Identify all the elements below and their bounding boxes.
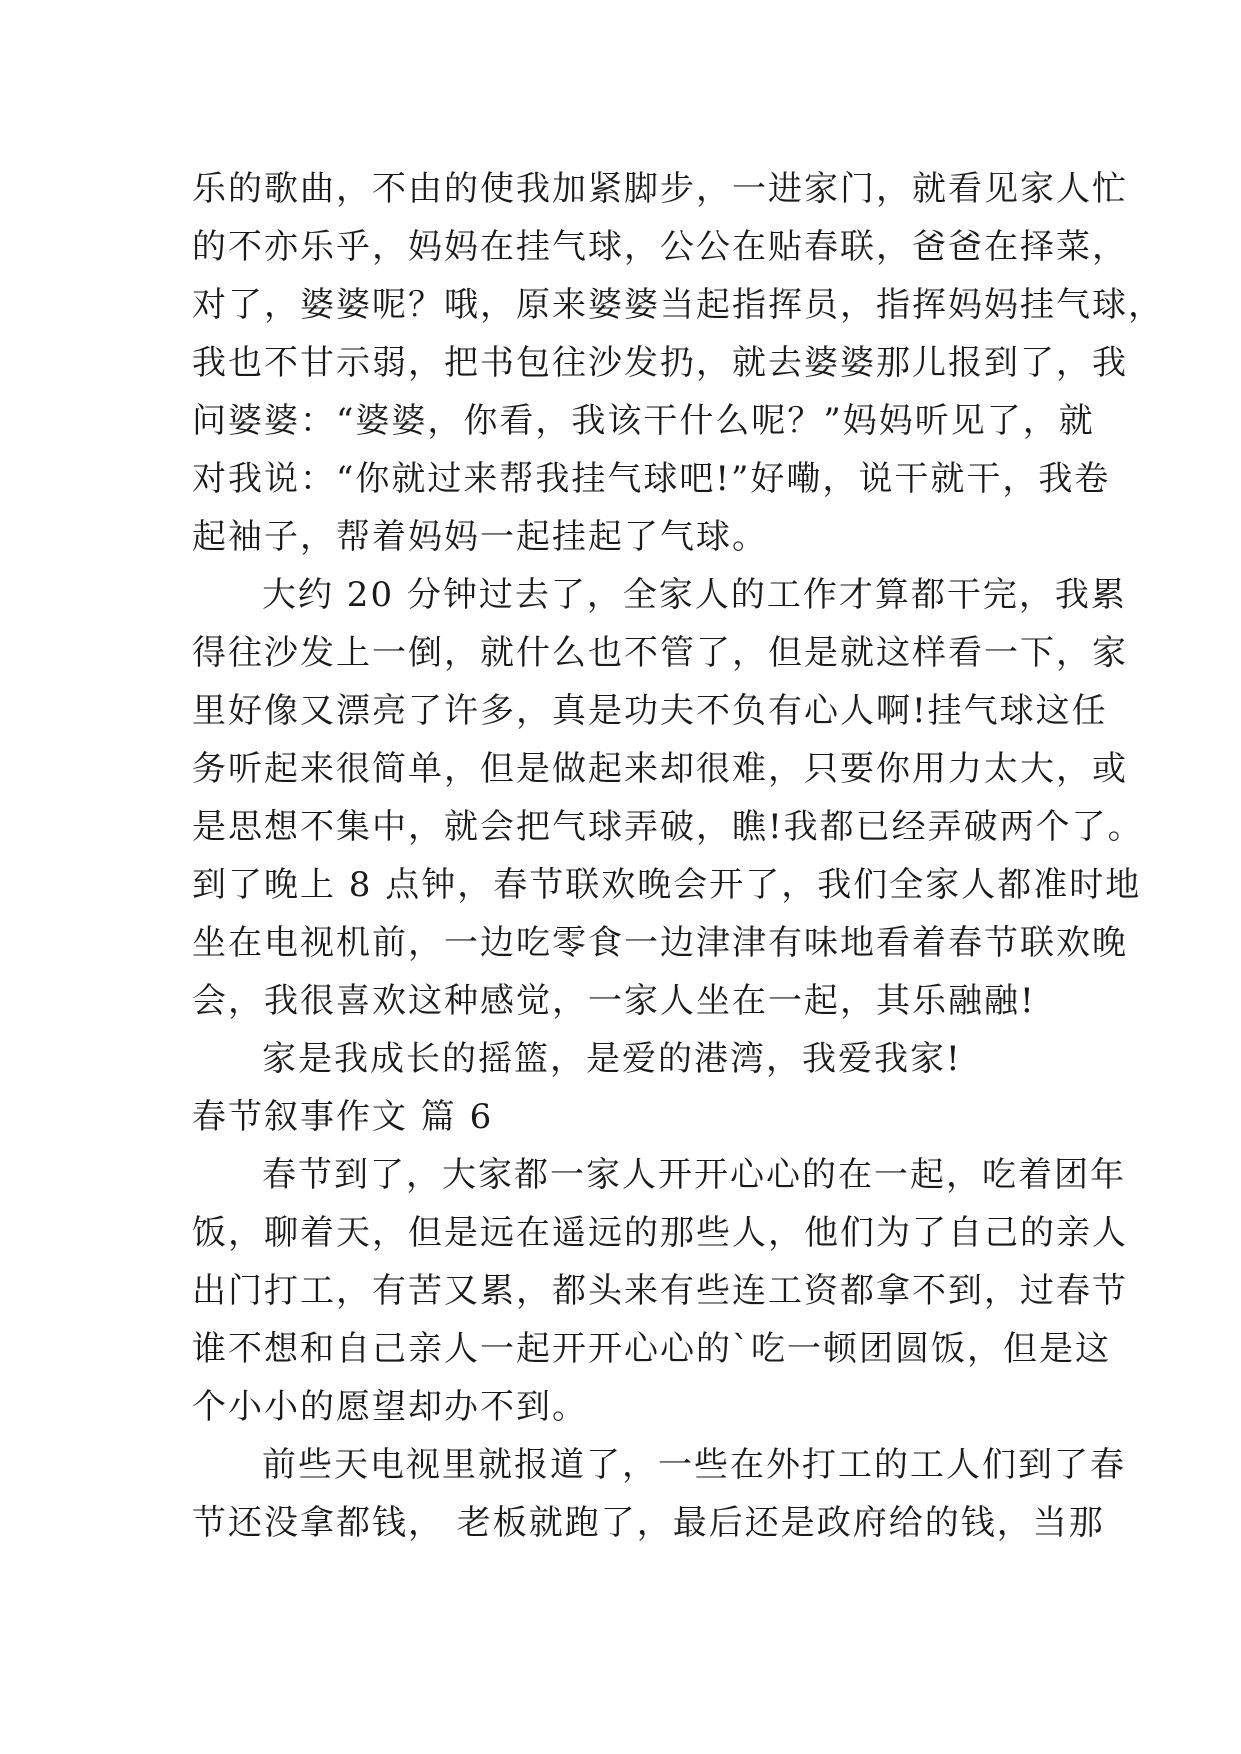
text-line: 饭，聊着天，但是远在遥远的那些人，他们为了自己的亲人: [192, 1213, 1128, 1253]
text-line: 对我说：“你就过来帮我挂气球吧!”好嘞，说干就干，我卷: [192, 459, 1111, 499]
text-line: 前些天电视里就报道了，一些在外打工的工人们到了春: [262, 1445, 1126, 1485]
section-heading: 春节叙事作文 篇 6: [192, 1097, 494, 1137]
text-line: 出门打工，有苦又累，都头来有些连工资都拿不到，过春节: [192, 1271, 1128, 1311]
text-line: 到了晚上 8 点钟，春节联欢晚会开了，我们全家人都准时地: [192, 865, 1142, 905]
document-body: [192, 160, 1164, 1552]
text-line: 会，我很喜欢这种感觉，一家人坐在一起，其乐融融!: [192, 981, 1036, 1021]
text-line: 是思想不集中，就会把气球弄破，瞧!我都已经弄破两个了。: [192, 807, 1144, 847]
text-line: 务听起来很简单，但是做起来却很难，只要你用力太大，或: [192, 749, 1128, 789]
text-line: 得往沙发上一倒，就什么也不管了，但是就这样看一下，家: [192, 633, 1128, 673]
text-line: 问婆婆：“婆婆，你看，我该干什么呢？”妈妈听见了，就: [192, 401, 1095, 441]
text-line: 里好像又漂亮了许多，真是功夫不负有心人啊!挂气球这任: [192, 691, 1108, 731]
text-line: 个小小的愿望却办不到。: [192, 1387, 588, 1427]
text-line: 节还没拿都钱， 老板就跑了，最后还是政府给的钱，当那: [192, 1503, 1105, 1543]
text-line: 我也不甘示弱，把书包往沙发扔，就去婆婆那儿报到了，我: [192, 343, 1128, 383]
text-line: 春节到了，大家都一家人开开心心的在一起，吃着团年: [262, 1155, 1126, 1195]
text-line: 坐在电视机前，一边吃零食一边津津有味地看着春节联欢晚: [192, 923, 1128, 963]
text-line: 乐的歌曲，不由的使我加紧脚步，一进家门，就看见家人忙: [192, 169, 1128, 209]
text-line: 起袖子，帮着妈妈一起挂起了气球。: [192, 517, 768, 557]
text-line: 对了，婆婆呢？哦，原来婆婆当起指挥员，指挥妈妈挂气球，: [192, 285, 1164, 325]
text-line: 大约 20 分钟过去了，全家人的工作才算都干完，我累: [262, 575, 1127, 615]
text-line: 家是我成长的摇篮，是爱的港湾，我爱我家!: [262, 1039, 962, 1079]
text-line: 的不亦乐乎，妈妈在挂气球，公公在贴春联，爸爸在择菜，: [192, 227, 1128, 267]
text-line: 谁不想和自己亲人一起开开心心的`吃一顿团圆饭，但是这: [192, 1329, 1111, 1369]
